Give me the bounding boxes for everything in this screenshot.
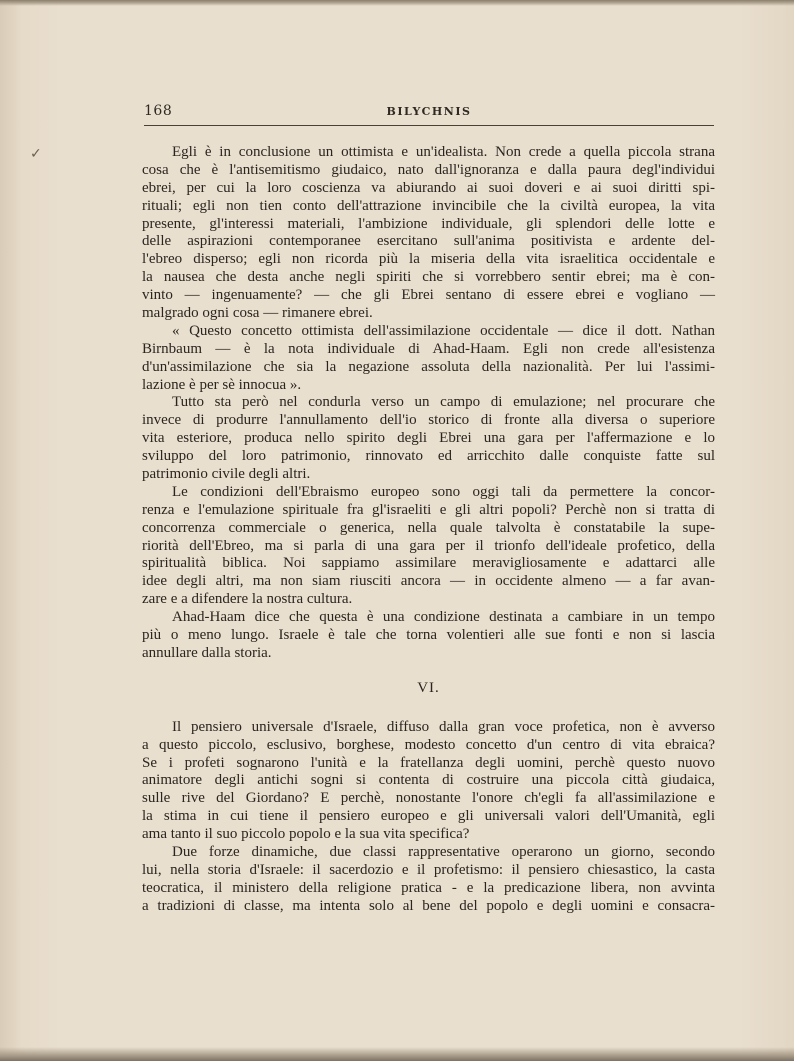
text-line: zare e a difendere la nostra cultura. (142, 591, 353, 608)
running-header (144, 103, 714, 126)
text-line: malgrado ogni cosa — rimanere ebrei. (142, 305, 373, 322)
text-line: sulle rive del Giordano? E perchè, nonostante l'onore ch'egli fa all'assimilazione e (142, 790, 715, 807)
text-line: a tradizioni di classe, ma intenta solo al bene del popolo e degli uomini e consacra- (142, 897, 715, 914)
paragraph (142, 719, 715, 844)
text-line: vita esteriore, produca nello spirito degli Ebrei una gara per l'affermazione e lo (142, 430, 715, 447)
text-line: spiritualità biblica. Noi sappiamo assimilare meravigliosamente e adattarci alle (142, 555, 715, 572)
text-line: lazione è per sè innocua ». (142, 376, 302, 393)
text-line: cosa che è l'antisemitismo giudaico, nato dall'ignoranza e dalla paura degl'individui (142, 161, 715, 178)
text-line: Le condizioni dell'Ebraismo europeo sono oggi tali da permettere la concor- (172, 483, 715, 500)
text-line: delle aspirazioni contemporanee esercitano sull'anima positivista e ardente del- (142, 233, 715, 250)
paragraph (142, 144, 715, 323)
running-title: BILYCHNIS (386, 105, 472, 118)
text-line: invece di produrre l'annullamento dell'io storico di fronte alla diversa o superiore (142, 412, 715, 429)
text-line: concorrenza commerciale o generica, nella quale talvolta è constatabile la supe- (142, 519, 715, 536)
text-line: vinto — ingenuamente? — che gli Ebrei sentano di essere ebrei e vogliano — (142, 287, 715, 304)
text-line: Tutto sta però nel condurla verso un campo di emulazione; nel procurare che (172, 394, 715, 411)
page-bottom-edge (0, 1047, 794, 1061)
text-line: animatore degli antichi sogni si contenta di costruire una piccola città giudaica, (142, 772, 715, 789)
text-line: annullare dalla storia. (142, 644, 272, 661)
margin-check-mark: ✓ (30, 146, 42, 162)
article-body (142, 144, 715, 916)
text-line: Se i profeti sognarono l'unità e la fratellanza degli uomini, perchè questo nuovo (142, 754, 715, 771)
text-line: Due forze dinamiche, due classi rappresentative operarono un giorno, secondo (172, 843, 715, 860)
text-line: riorità dell'Ebreo, ma si parla di una gara per il trionfo dell'ideale profetico, della (142, 537, 715, 554)
text-line: renza e l'emulazione spirituale fra gl'israeliti e gli altri popoli? Perchè non si tratta di (142, 501, 715, 518)
paragraph (142, 394, 715, 483)
text-line: più o meno lungo. Israele è tale che torna volentieri alle sue fonti e non si lascia (142, 627, 715, 644)
text-line: sviluppo del loro patrimonio, rinnovato ed arricchito dalle conquiste fatte sul (142, 448, 715, 465)
text-line: la stima in cui tiene il pensiero europeo e gli universali valori dell'Umanità, egli (142, 808, 715, 825)
text-line: l'ebreo disperso; egli non ricorda più la miseria della vita israelitica occidentale e (142, 251, 715, 268)
text-line: d'un'assimilazione che sia la negazione assoluta della nazionalità. Per lui l'assimi- (142, 358, 715, 375)
section-heading: VI. (417, 679, 440, 696)
text-line: a questo piccolo, esclusivo, borghese, modesto concetto d'un centro di vita ebraica? (142, 736, 715, 753)
text-line: Egli è in conclusione un ottimista e un'idealista. Non crede a quella piccola strana (172, 144, 715, 160)
text-line: Ahad-Haam dice che questa è una condizione destinata a cambiare in un tempo (172, 609, 715, 626)
paragraph (142, 609, 715, 663)
text-line: lui, nella storia d'Israele: il sacerdozio e il profetismo: il pensiero chiesastico, la casta (142, 861, 715, 878)
text-line: ama tanto il suo piccolo popolo e la sua vita specifica? (142, 826, 470, 843)
paragraph (142, 484, 715, 609)
text-line: la nausea che desta anche negli spiriti che si vorrebbero sentir ebrei; ma è con- (142, 269, 715, 286)
page-top-edge (0, 0, 794, 6)
page-number: 168 (144, 103, 173, 119)
text-line: ebrei, per cui la loro coscienza va abiurando ai suoi doveri e ai suoi diritti spi- (142, 179, 715, 196)
text-line: « Questo concetto ottimista dell'assimilazione occidentale — dice il dott. Nathan (172, 322, 715, 339)
text-line: patrimonio civile degli altri. (142, 466, 311, 483)
text-line: presente, gl'interessi materiali, l'ambizione individuale, gli splendori delle lotte e (142, 215, 715, 232)
text-line: Birnbaum — è la nota individuale di Ahad-Haam. Egli non crede all'esistenza (142, 340, 715, 357)
text-line: idee degli altri, ma non siam riusciti ancora — in occidente almeno — a far avan- (142, 573, 715, 590)
paragraph (142, 844, 715, 916)
text-line: Il pensiero universale d'Israele, diffuso dalla gran voce profetica, non è avverso (172, 718, 715, 735)
paragraph (142, 323, 715, 395)
text-line: rituali; egli non tien conto dell'attrazione invincibile che la civiltà europea, la vita (142, 197, 715, 214)
text-line: teocratica, il ministero della religione pratica - e la predicazione libera, non avvinta (142, 879, 715, 896)
